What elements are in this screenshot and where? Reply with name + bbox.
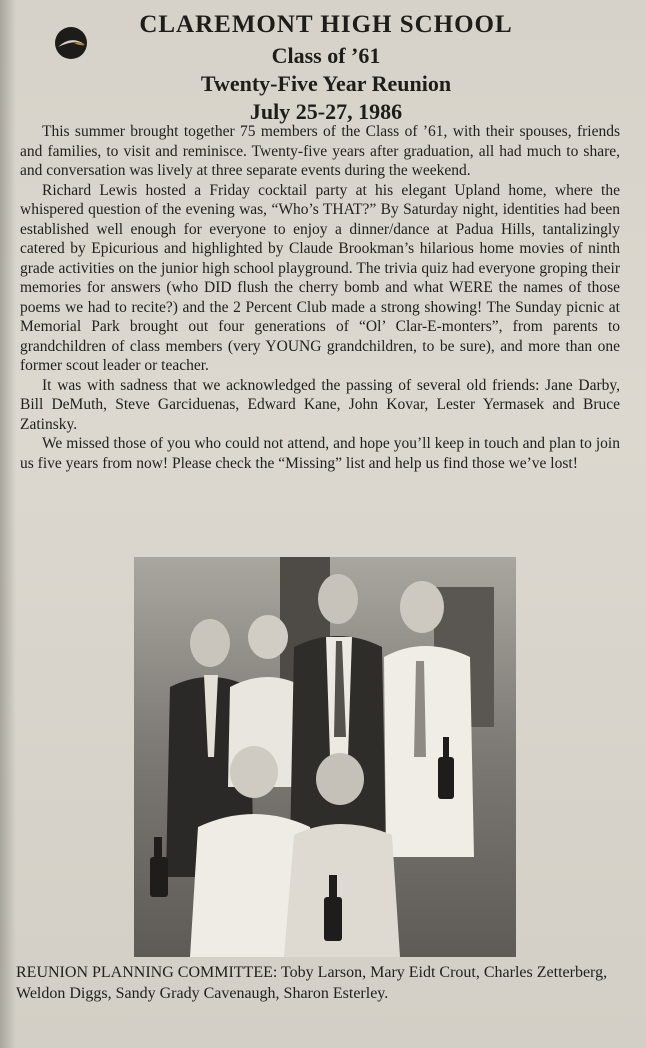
class-year: Class of ’61 xyxy=(271,43,381,68)
reunion-header xyxy=(96,8,556,126)
article-paragraph: Richard Lewis hosted a Friday cocktail party at his elegant Upland home, where the whispered question of the evening was, “Who’s THAT?” By Saturday night, identities had been established well enough for everyone to enjoy a dinner/dance at Padua Hills, tantalizingly catered by Epicurious and highlighted by Claude Brookman’s hilarious home movies of ninth grade activities on the junior high school playground. The trivia quiz had everyone groping their memories for answers (who DID flush the cherry bomb and what WERE the names of those poems we had to recite?) and the 2 Percent Club made a strong showing! The Sunday picnic at Memorial Park brought out four generations of “Ol’ Clar-E-monters”, from parents to grandchildren of class members (very YOUNG grandchildren, to be sure), and more than one former scout leader or teacher. xyxy=(20,181,620,374)
event-dates: July 25-27, 1986 xyxy=(249,99,403,124)
article-paragraph: This summer brought together 75 members of the Class of ’61, with their spouses, friends and families, to visit and reminisce. Twenty-five years after graduation, all had much to share, and conversation was lively at three separate events during the weekend. xyxy=(20,123,620,179)
photo-caption: REUNION PLANNING COMMITTEE: Toby Larson, Mary Eidt Crout, Charles Zetterberg, Weldon Diggs, Sandy Grady Cavenaugh, Sharon Esterley. xyxy=(16,964,608,1002)
article-paragraph: It was with sadness that we acknowledged the passing of several old friends: Jane Darby, Bill DeMuth, Steve Garciduenas, Edward Kane, John Kovar, Lester Yermasek and Bruce Zatinsky. xyxy=(20,376,620,433)
event-title: Twenty-Five Year Reunion xyxy=(200,71,452,96)
article-paragraph: We missed those of you who could not attend, and hope you’ll keep in touch and plan to join us five years from now! Please check the “Missing” list and help us find those we’ve lost! xyxy=(20,435,620,472)
school-name: CLAREMONT HIGH SCHOOL xyxy=(139,11,513,38)
article-body xyxy=(20,122,620,473)
school-logo-icon xyxy=(54,26,88,60)
committee-photo xyxy=(134,557,516,957)
